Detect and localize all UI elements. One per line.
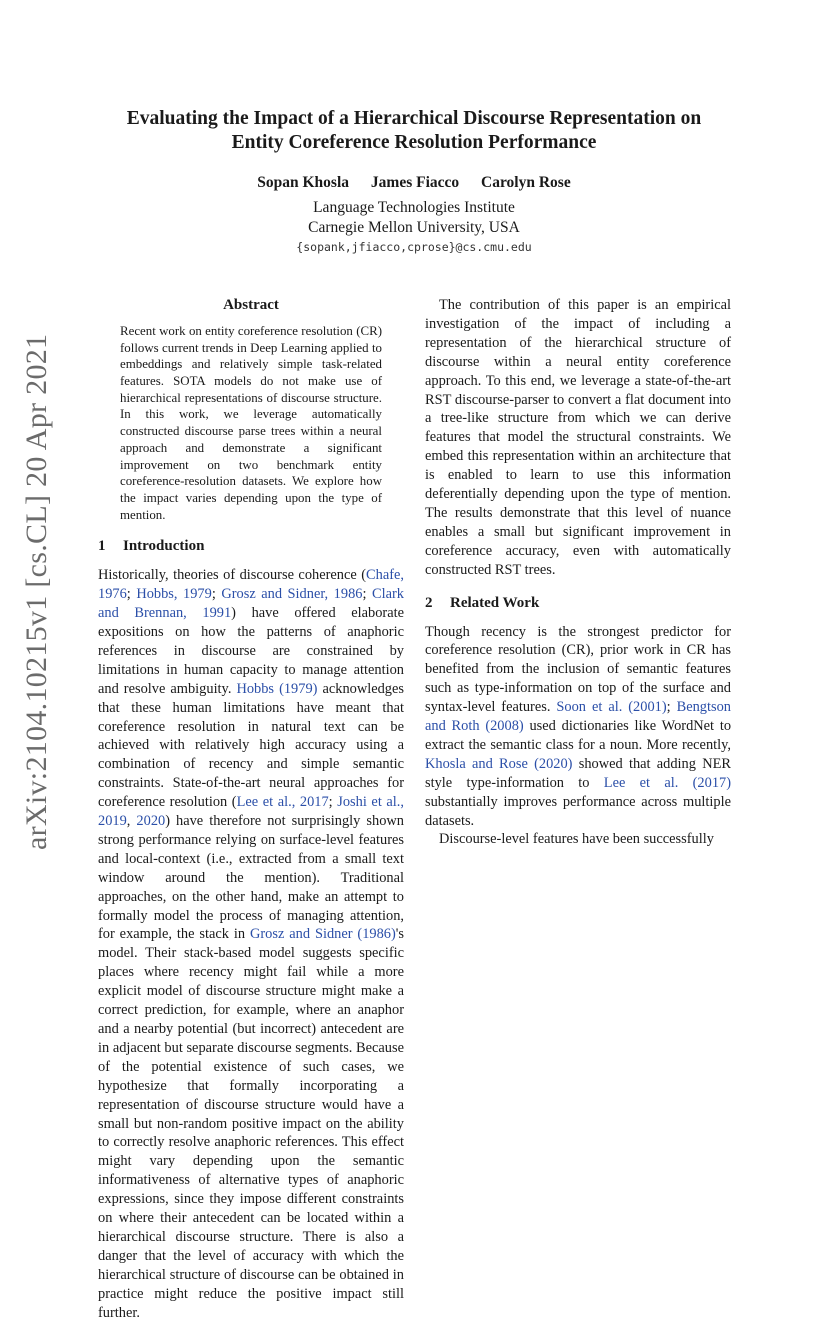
abstract-body: Recent work on entity coreference resolution (CR) follows current trends in Deep Learning applied to embeddings and relatively simple task-related features. SOTA models do not make use of hierarchical representations of discourse structure. In this work, we leverage automatically constructed discourse parse trees within a neural approach and demonstrate a significant improvement on two benchmark entity coreference-resolution datasets. We explore how the impact varies depending upon the type of mention. bbox=[120, 323, 382, 522]
intro-paragraph-2: The contribution of this paper is an empirical investigation of the impact of including a representation of the hierarchical structure of discourse within a neural entity coreference approach. To this end, we leverage a state-of-the-art RST discourse-parser to convert a flat document into a tree-like structure from which we can derive features that model the structural constraints. We embed this representation within an architecture that is enabled to learn to use this information deferentially depending upon the type of mention. The results demonstrate that this level of nuance enables a small but significant improvement in coreference accuracy, even with automatically constructed RST trees. bbox=[425, 297, 731, 578]
body-text: Historically, theories of discourse coherence ( bbox=[98, 567, 367, 584]
section-heading-introduction bbox=[98, 537, 404, 556]
author-name: Sopan Khosla bbox=[257, 174, 350, 191]
left-column bbox=[98, 296, 404, 1323]
body-text: used dictionaries like WordNet to extract the semantic class for a noun. More recently, bbox=[425, 718, 732, 753]
section-number: 1 bbox=[98, 538, 106, 555]
body-text: ) have offered elaborate expositions on how the patterns of anaphoric references in discourse are constrained by limitations in human capacity to manage attention and resolve ambiguity. bbox=[98, 605, 404, 697]
paper-title bbox=[80, 107, 748, 155]
intro-paragraph-1 bbox=[98, 566, 404, 1322]
body-text: 's model. Their stack-based model suggests specific places where recency might fail while a more explicit model of discourse structure might make a correct prediction, for example, where an anaphor and a nearby potential (but incorrect) antecedent are in adjacent but separate discourse segments. Because of the potential existence of such cases, we hypothesize that formally incorporating a representation of discourse structure would have a small but non-random positive impact on the ability to correctly resolve anaphoric references. This effect might vary depending upon the semantic informativeness of alternative types of anaphoric expressions, since they impose different constraints on where their antecedent can be located within a hierarchical discourse structure. There is also a danger that the level of accuracy with which the hierarchical structure of discourse can be obtained in practice might reduce the positive impact still further. bbox=[98, 926, 404, 1321]
affiliation-line-1: Language Technologies Institute bbox=[313, 199, 515, 216]
citation-link[interactable]: Soon et al. (2001) bbox=[556, 699, 667, 716]
body-text: ) have therefore not surprisingly shown strong performance relying on surface-level features and local-context (i.e., extracted from a small text window around the mention). Traditional approaches, on the other hand, make an attempt to formally model the process of managing attention, for example, the stack in bbox=[98, 813, 404, 943]
arxiv-identifier-stamp: arXiv:2104.10215v1 [cs.CL] 20 Apr 2021 bbox=[20, 333, 53, 850]
title-line-1: Evaluating the Impact of a Hierarchical Discourse Representation on bbox=[126, 108, 702, 129]
body-text: ; bbox=[126, 586, 137, 603]
abstract-heading: Abstract bbox=[223, 297, 279, 313]
citation-link[interactable]: Lee et al. (2017) bbox=[603, 774, 731, 791]
title-line-2: Entity Coreference Resolution Performance bbox=[231, 132, 597, 153]
body-text: acknowledges that these human limitations have meant that coreference resolution in natural text can be achieved with relatively high accuracy using a combination of recency and simple semantic constraints. State-of-the-art neural approaches for coreference resolution ( bbox=[98, 680, 404, 811]
section-title: Introduction bbox=[123, 538, 205, 555]
citation-link[interactable]: Clark and Brennan, 1991 bbox=[98, 586, 404, 622]
citation-link[interactable]: 2020 bbox=[136, 813, 166, 830]
citation-link[interactable]: Grosz and Sidner (1986) bbox=[250, 926, 396, 943]
citation-link[interactable]: Chafe, 1976 bbox=[98, 567, 404, 603]
citation-link[interactable]: Hobbs (1979) bbox=[236, 680, 318, 697]
body-text: ; bbox=[362, 586, 372, 603]
right-column bbox=[425, 296, 731, 849]
citation-link[interactable]: Bengtson and Roth (2008) bbox=[425, 699, 731, 735]
body-text: ; bbox=[666, 699, 677, 716]
section-title: Related Work bbox=[450, 594, 540, 611]
body-text: showed that adding NER style type-information to bbox=[425, 755, 731, 791]
citation-link[interactable]: Lee et al., 2017 bbox=[236, 794, 329, 811]
author-emails: {sopank,jfiacco,cprose}@cs.cmu.edu bbox=[296, 240, 532, 254]
citation-link[interactable]: Joshi et al., 2019 bbox=[98, 794, 404, 830]
citation-link[interactable]: Khosla and Rose (2020) bbox=[425, 755, 573, 772]
body-text: substantially improves performance across multiple datasets. bbox=[425, 793, 731, 829]
section-number: 2 bbox=[425, 594, 433, 611]
body-text: ; bbox=[211, 586, 222, 603]
related-paragraph-1 bbox=[425, 623, 731, 831]
author-list bbox=[80, 174, 748, 192]
body-text: Though recency is the strongest predictor for coreference resolution (CR), prior work in CR has benefited from the inclusion of semantic features such as type-information on top of the surface and syntax-level features. bbox=[425, 623, 731, 716]
author-name: Carolyn Rose bbox=[481, 174, 571, 191]
related-paragraph-2: Discourse-level features have been successfully bbox=[439, 831, 714, 848]
citation-link[interactable]: Hobbs, 1979 bbox=[136, 586, 212, 603]
body-text: , bbox=[126, 813, 137, 830]
section-heading-related-work bbox=[425, 594, 731, 613]
citation-link[interactable]: Grosz and Sidner, 1986 bbox=[221, 586, 363, 603]
affiliation bbox=[80, 198, 748, 238]
body-text: ; bbox=[328, 794, 338, 811]
author-name: James Fiacco bbox=[370, 174, 460, 191]
affiliation-line-2: Carnegie Mellon University, USA bbox=[308, 219, 520, 236]
